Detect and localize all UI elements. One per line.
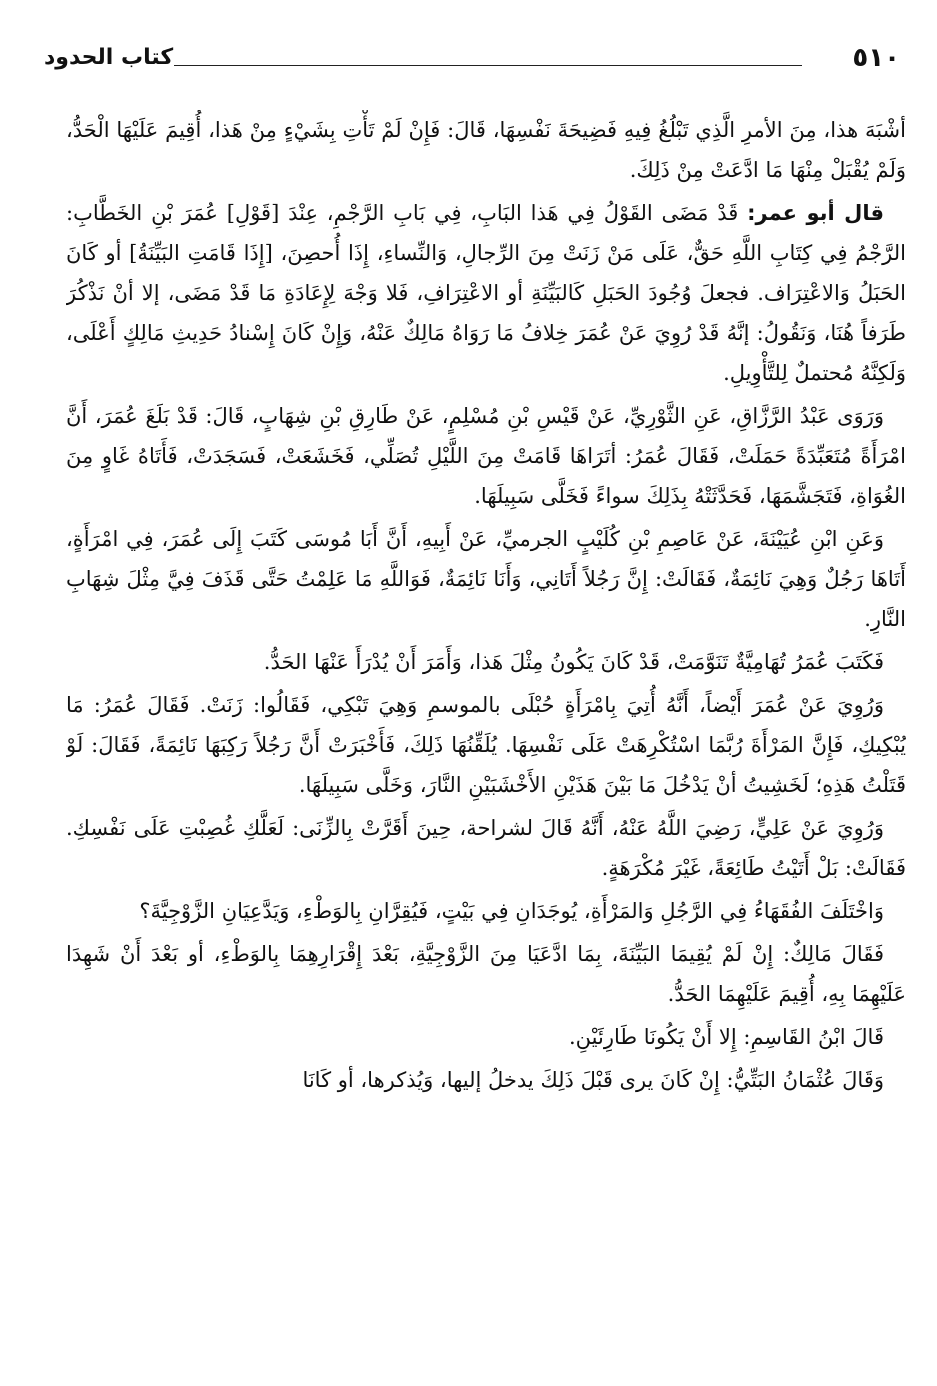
paragraph (66, 1060, 906, 1100)
paragraph (66, 642, 906, 682)
paragraph-text: وَرُوِيَ عَنْ عَلِيٍّ، رَضِيَ اللَّهُ عَنْهُ، أَنَّهُ قَالَ لشراحة، حِينَ أَقَرَّتْ بِالزِّنَى: لَعَلَّكِ غُصِبْتِ عَلَى نَفْسِكِ. فَقَالَتْ: بَلْ أَتَيْتُ طَائِعَةً، غَيْرَ مُكْرَهَةٍ. (66, 816, 906, 880)
paragraph-text: فَقَالَ مَالِكٌ: إِنْ لَمْ يُقِيمَا البَيِّنَةَ، بِمَا ادَّعَيَا مِنَ الزَّوْجِيَّةِ، بَعْدَ إِقْرَارِهِمَا بِالوَطْءِ، أو بَعْدَ أَنْ شَهِدَا عَلَيْهِمَا بِهِ، أُقِيمَ عَلَيْهِمَا الحَدُّ. (66, 942, 906, 1006)
paragraph (66, 934, 906, 1014)
paragraph-text: قَدْ مَضَى القَوْلُ فِي هَذا البَابِ، فِي بَابِ الرَّجْمِ، عِنْدَ [قَوْلِ] عُمَرَ بْنِ الخَطَّابِ: الرَّجْمُ فِي كِتَابِ اللَّهِ حَقٌّ، عَلَى مَنْ زَنَتْ مِنَ الرِّجالِ، وَالنِّساءِ، إِذَا أُحصِنَ، [إِذَا قَامَتِ البَيِّنَةُ] أو كَانَ الحَبَلُ وَالاعْتِرَاف. فجعلَ وُجُودَ الحَبَلِ كَالبَيِّنَةِ أو الاعْتِرَافِ، فَلا وَجْهَ لِإِعَادَةِ مَا قَدْ مَضَى، إلا أنْ نَذْكُرَ طَرَفاً هُنَا، وَنَقُولُ: إنَّهُ قَدْ رُوِيَ عَنْ عُمَرَ خِلافُ مَا رَوَاهُ مَالِكٌ عَنْهُ، وَإِنْ كَانَ إِسْنادُ حَدِيثِ مَالِكٍ أَعْلَى، وَلَكِنَّهُ مُحتملٌ لِلتَّأْوِيلِ. (66, 201, 906, 385)
paragraph-text: فَكَتَبَ عُمَرُ تُهَامِيَّةٌ تَنَوَّمَتْ، قَدْ كَانَ يَكُونُ مِثْلَ هَذا، وَأَمَرَ أَنْ يُدْرَأَ عَنْهَا الحَدُّ. (263, 650, 884, 674)
paragraph-text: قَالَ ابْنُ القَاسِمِ: إِلا أَنْ يَكُونَا طَارِئَيْنِ. (568, 1025, 884, 1049)
paragraph (66, 891, 906, 931)
paragraph (66, 685, 906, 805)
header-rule (174, 65, 802, 66)
paragraph-text: أشْبَهَ هذا، مِنَ الأمرِ الَّذِي تَبْلُغُ فِيهِ فَضِيحَةَ نَفْسِهَا، قَالَ: فَإِنْ لَمْ تَأْتِ بِشَيْءٍ مِنْ هَذا، أُقِيمَ عَلَيْهَا الْحَدُّ، وَلَمْ يُقْبَلْ مِنْهَا مَا ادَّعَتْ مِنْ ذَلِكَ. (66, 118, 906, 182)
paragraph (66, 396, 906, 516)
book-title: كتاب الحدود (44, 45, 174, 70)
page-header (44, 38, 900, 78)
paragraph-text: وَقَالَ عُثْمَانُ البَتِّيُّ: إِنْ كَانَ يرى قَبْلَ ذَلِكَ يدخلُ إليها، وَيُذكرها، أو كَانَا (302, 1068, 884, 1092)
paragraph-text: وَعَنِ ابْنِ عُيَيْنَةَ، عَنْ عَاصِمِ بْنِ كُلَيْبٍ الجرميِّ، عَنْ أَبِيهِ، أَنَّ أَبَا مُوسَى كَتَبَ إِلَى عُمَرَ، فِي امْرَأَةٍ، أَتَاهَا رَجُلٌ وَهِيَ نَائِمَةٌ، فَقَالَتْ: إِنَّ رَجُلاً أَتَانِي، وَأَنَا نَائِمَةٌ، فَوَاللَّهِ مَا عَلِمْتُ حَتَّى قَذَفَ فِيَّ مِثْلَ شِهَابِ النَّارِ. (66, 527, 906, 631)
paragraph (66, 519, 906, 639)
page-number: ٥١٠ (852, 43, 900, 73)
paragraph-text: وَاخْتَلَفَ الفُقَهَاءُ فِي الرَّجُلِ وَالمَرْأَةِ، يُوجَدَانِ فِي بَيْتٍ، فَيُقِرَّانِ بِالوَطْءِ، وَيَدَّعِيَانِ الزَّوْجِيَّةَ؟ (139, 899, 884, 923)
paragraph-text: وَرَوَى عَبْدُ الرَّزَّاقِ، عَنِ الثَّوْرِيِّ، عَنْ قَيْسِ بْنِ مُسْلِمٍ، عَنْ طَارِقِ بْنِ شِهَابٍ، قَالَ: قَدْ بَلَغَ عُمَرَ، أَنَّ امْرَأَةً مُتَعَبِّدَةً حَمَلَتْ، فَقَالَ عُمَرُ: أتَرَاهَا قَامَتْ مِنَ اللَّيْلِ تُصَلِّي، فَخَشَعَتْ، فَسَجَدَتْ، فَأَتَاهُ غَاوٍ مِنَ الغُوَاةِ، فَتَجَشَّمَهَا، فَحَدَّثَتْهُ بِذَلِكَ سواءً فَخَلَّى سَبِيلَهَا. (66, 404, 906, 508)
paragraph (66, 110, 906, 190)
paragraph (66, 1017, 906, 1057)
paragraph (66, 808, 906, 888)
page-body (66, 110, 906, 1380)
paragraph-text: وَرُوِيَ عَنْ عُمَرَ أَيْضاً، أَنَّهُ أُتِيَ بِامْرَأَةٍ حُبْلَى بالموسمِ وَهِيَ تَبْكِي، فَقَالُوا: زَنَتْ. فَقَالَ عُمَرُ: مَا يُبْكِيكِ، فَإِنَّ المَرْأَةَ رُبَّمَا اسْتُكْرِهَتْ عَلَى نَفْسِهَا. يُلَقِّنُهَا ذَلِكَ، فَأَخْبَرَتْ أَنَّ رَجُلاً رَكِبَهَا نَائِمَةً، فَقَالَ: لَوْ قَتَلْتُ هَذِهِ؛ لَخَشِيتُ أنْ يَدْخُلَ مَا بَيْنَ هَذَيْنِ الأَخْشَبَيْنِ النَّارَ، وَخَلَّى سَبِيلَهَا. (66, 693, 906, 797)
speaker-lead: قال أبو عمر: (747, 201, 884, 225)
paragraph (66, 193, 906, 393)
